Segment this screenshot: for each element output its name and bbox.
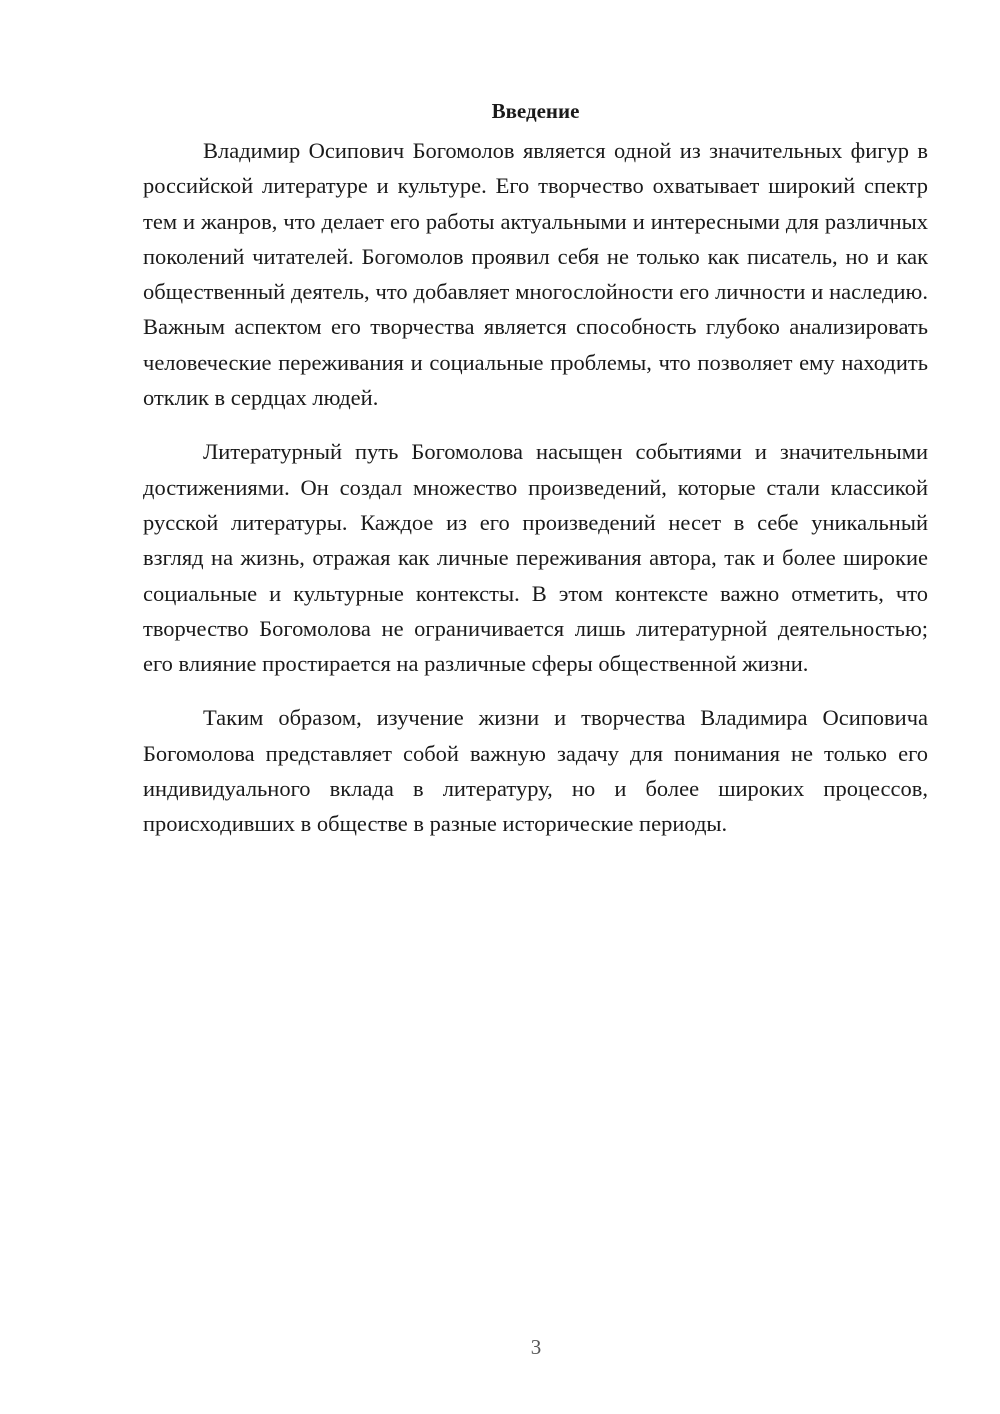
paragraph-3: Таким образом, изучение жизни и творчества Владимира Осиповича Богомолова представляет собой важную задачу для понимания не только его индивидуального вклада в литературу, но и более широких процессов, происходивших в обществе в разные исторические периоды. [143, 705, 928, 837]
page-number: 3 [530, 1335, 542, 1359]
paragraph-2: Литературный путь Богомолова насыщен событиями и значительными достижениями. Он создал множество произведений, которые стали классикой русской литературы. Каждое из его произведений несет в себе уникальный взгляд на жизнь, отражая как личные переживания автора, так и более широкие социальные и культурные контексты. В этом контексте важно отметить, что творчество Богомолова не ограничивается лишь литературной деятельностью; его влияние простирается на различные сферы общественной жизни. [143, 439, 928, 677]
section-heading: Введение [491, 99, 580, 123]
paragraph-1: Владимир Осипович Богомолов является одной из значительных фигур в российской литературе и культуре. Его творчество охватывает широкий спектр тем и жанров, что делает его работы актуальными и интересными для различных поколений читателей. Богомолов проявил себя не только как писатель, но и как общественный деятель, что добавляет многослойности его личности и наследию. Важным аспектом его творчества является способность глубоко анализировать человеческие переживания и социальные проблемы, что позволяет ему находить отклик в сердцах людей. [143, 138, 928, 411]
page-content [143, 96, 928, 861]
